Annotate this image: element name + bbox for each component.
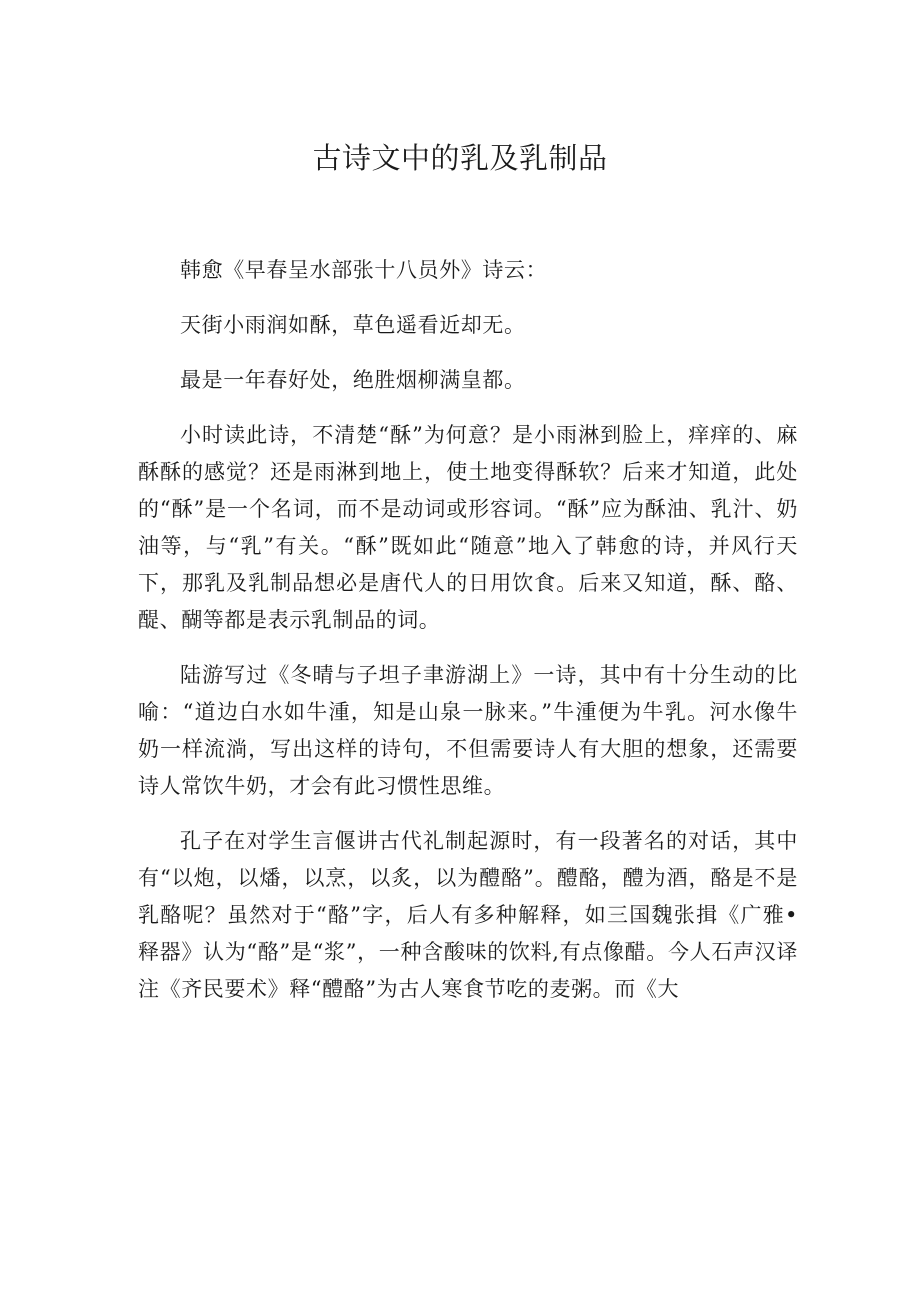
paragraph-lu-you: 陆游写过《冬晴与子坦子聿游湖上》一诗，其中有十分生动的比喻：“道边白水如牛湩，知是山泉一脉来。”牛湩便为牛乳。河水像牛奶一样流淌，写出这样的诗句，不但需要诗人有大胆的想象，还需要诗人常饮牛奶，才会有此习惯性思维。 — [138, 663, 798, 798]
poem-line-2: 最是一年春好处，绝胜烟柳满皇都。 — [180, 368, 526, 392]
document-title: 古诗文中的乳及乳制品 — [312, 141, 608, 175]
document-body — [138, 252, 798, 1026]
paragraph-confucius: 孔子在对学生言偃讲古代礼制起源时，有一段著名的对话，其中有“以炮，以燔，以烹，以炙，以为醴酪”。醴酪，醴为酒，酪是不是乳酪呢？虽然对于“酪”字，后人有多种解释，如三国魏张揖《广雅•释器》认为“酪”是“浆”，一种含酸味的饮料,有点像醋。今人石声汉译注《齐民要术》释“醴酪”为古人寒食节吃的麦粥。而《大 — [138, 829, 798, 1001]
paragraph-intro: 韩愈《早春呈水部张十八员外》诗云： — [180, 258, 548, 282]
poem-line-1: 天街小雨润如酥，草色遥看近却无。 — [180, 313, 526, 337]
paragraph-su-meaning: 小时读此诗，不清楚“酥”为何意？是小雨淋到脸上，痒痒的、麻酥酥的感觉？还是雨淋到地上，使土地变得酥软？后来才知道，此处的“酥”是一个名词，而不是动词或形容词。“酥”应为酥油、乳汁、奶油等，与“乳”有关。“酥”既如此“随意”地入了韩愈的诗，并风行天下，那乳及乳制品想必是唐代人的日用饮食。后来又知道，酥、酪、醍、醐等都是表示乳制品的词。 — [138, 423, 798, 632]
